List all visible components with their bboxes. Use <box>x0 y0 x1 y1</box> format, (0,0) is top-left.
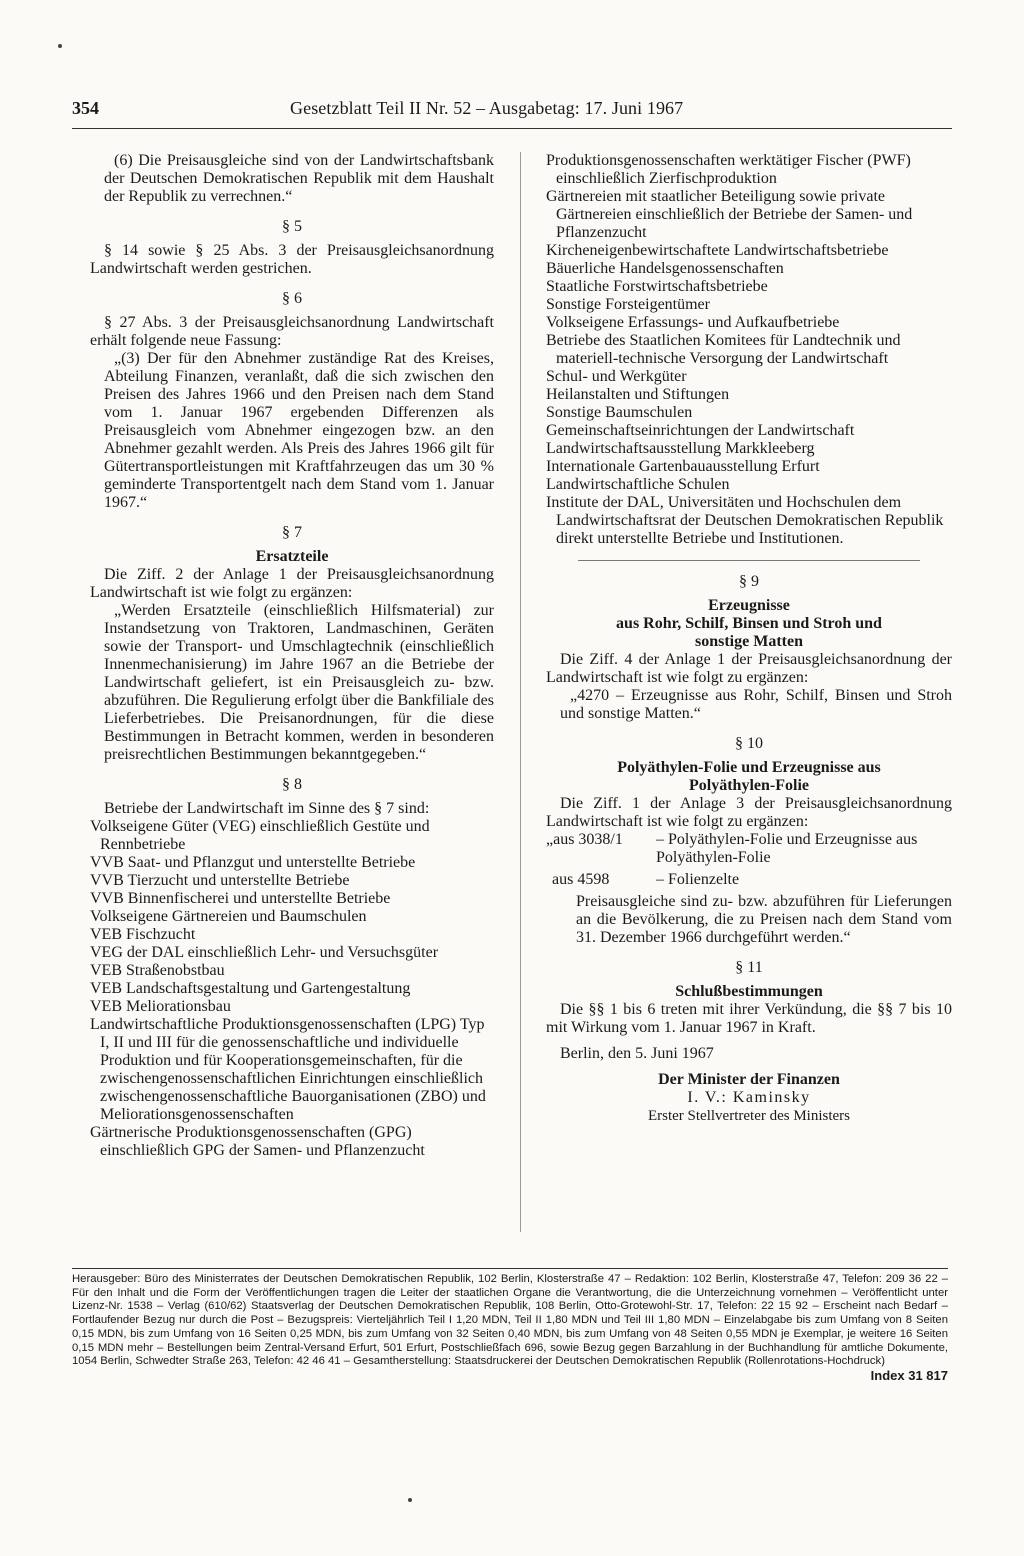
right-column <box>546 152 952 1125</box>
spacer <box>546 1037 952 1045</box>
section-6-quote: „(3) Der für den Abnehmer zuständige Rat des Kreises, Abteilung Finanzen, veranlaßt, daß die sich zwischen den Preisen des Jahres 1966 und den Preisen nach dem Stand vom 1. Januar 1967 ergebenden Differenzen als Preisausgleich vom Abnehmer eingezogen bzw. an den Abnehmer gezahlt werden. Als Preis des Jahres 1966 gilt für Gütertransportleistungen mit Kraftfahrzeugen das um 30 % geminderte Transportentgelt nach dem Stand vom 1. Januar 1967.“ <box>104 350 494 511</box>
section-6-number: § 6 <box>282 290 302 307</box>
signatory-role: Erster Stellvertreter des Ministers <box>647 1108 851 1124</box>
paragraph-6-quote: (6) Die Preisausgleiche sind von der Landwirtschaftsbank der Deutschen Demokratischen Republik mit dem Haushalt der Republik zu verrechnen.“ <box>104 152 494 205</box>
section-9-title-line-1: Erzeugnisse <box>708 597 790 614</box>
section-10-title-line-2: Polyäthylen-Folie <box>689 777 809 794</box>
list-item: Gärtnereien mit staatlicher Beteiligung sowie private Gärtnereien einschließlich der Betriebe der Samen- und Pflanzenzucht <box>546 188 913 241</box>
list-item: Landwirtschaftsausstellung Markkleeberg <box>546 440 815 457</box>
page-header <box>72 98 952 129</box>
signatory-title: Der Minister der Finanzen <box>658 1071 840 1088</box>
section-8-number: § 8 <box>282 776 302 793</box>
section-7-text: Die Ziff. 2 der Anlage 1 der Preisausgleichsanordnung Landwirtschaft ist wie folgt zu ergänzen: <box>90 566 494 601</box>
print-speck <box>58 44 62 48</box>
left-column <box>90 152 494 1160</box>
list-item: Heilanstalten und Stiftungen <box>546 386 730 403</box>
entry-value: – Folienzelte <box>656 871 740 888</box>
section-9-number: § 9 <box>739 573 759 590</box>
list-item: Internationale Gartenbauausstellung Erfurt <box>546 458 820 475</box>
signatory-name: I. V.: Kaminsky <box>687 1089 811 1106</box>
entry-key: aus 4598 <box>552 871 610 888</box>
imprint-text: Herausgeber: Büro des Ministerrates der Deutschen Demokratischen Republik, 102 Berlin, Klosterstraße 47 – Redaktion: 102 Berlin, Klosterstraße 47, Telefon: 209 36 22 – Für den Inhalt und die Form der Veröffentlichungen tragen die Leiter der staatlichen Organe die Verantwortung, die die Unterzeichnung vornehmen – Veröffentlicht unter Lizenz-Nr. 1538 – Verlag (610/62) Staatsverlag der Deutschen Demokratischen Republik, 108 Berlin, Otto-Grotewohl-Str. 17, Telefon: 22 15 92 – Erscheint nach Bedarf – Fortlaufender Bezug nur durch die Post – Bezugspreis: Vierteljährlich Teil I 1,20 MDN, Teil II 1,80 MDN und Teil III 1,80 MDN – Einzelabgabe bis zum Umfang von 8 Seiten 0,15 MDN, bis zum Umfang von 16 Seiten 0,25 MDN, bis zum Umfang von 32 Seiten 0,40 MDN, bis zum Umfang von 48 Seiten 0,55 MDN je Exemplar, je weitere 16 Seiten 0,15 MDN mehr – Bestellungen beim Zentral-Versand Erfurt, 501 Erfurt, Postschließfach 696, sowie Bezug gegen Barzahlung in der Buchhandlung für amtliche Dokumente, 1054 Berlin, Schwedter Straße 263, Telefon: 42 46 41 – Gesamtherstellung: Staatsdruckerei der Deutschen Demokratischen Republik (Rollenrotations-Hochdruck) <box>72 1273 948 1368</box>
list-item: Sonstige Forsteigentümer <box>546 296 710 313</box>
section-8-intro: Betriebe der Landwirtschaft im Sinne des § 7 sind: <box>104 800 430 817</box>
section-7-number: § 7 <box>282 524 302 541</box>
section-separator <box>578 560 920 561</box>
list-item: VVB Tierzucht und unterstellte Betriebe <box>90 872 350 889</box>
imprint-footer <box>72 1268 948 1383</box>
list-item: Kircheneigenbewirtschaftete Landwirtschaftsbetriebe <box>546 242 889 259</box>
print-speck <box>408 1498 412 1502</box>
list-item: Bäuerliche Handelsgenossenschaften <box>546 260 784 277</box>
list-item: VEB Fischzucht <box>90 926 196 943</box>
section-5-number: § 5 <box>282 218 302 235</box>
running-head: Gesetzblatt Teil II Nr. 52 – Ausgabetag: 17. Juni 1967 <box>290 98 684 118</box>
list-item: Gärtnerische Produktionsgenossenschaften (GPG) einschließlich GPG der Samen- und Pflanzenzucht <box>90 1124 425 1159</box>
list-item: VEG der DAL einschließlich Lehr- und Versuchsgüter <box>90 944 439 961</box>
list-item: Volkseigene Gärtnereien und Baumschulen <box>90 908 367 925</box>
spacer <box>546 1063 952 1071</box>
list-item: Produktionsgenossenschaften werktätiger Fischer (PWF) einschließlich Zierfischproduktion <box>546 152 911 187</box>
section-7-title: Ersatzteile <box>255 548 329 565</box>
list-item: Betriebe des Staatlichen Komitees für Landtechnik und materiell-technische Versorgung der Landwirtschaft <box>546 332 901 367</box>
column-divider <box>520 152 521 1232</box>
list-item: VEB Straßenobstbau <box>90 962 225 979</box>
section-7-quote: „Werden Ersatzteile (einschließlich Hilfsmaterial) zur Instandsetzung von Traktoren, Landmaschinen, Geräten sowie der Transport- und Umschlagtechnik (einschließlich Innenmechanisierung) im Jahre 1967 an die Betriebe der Landwirtschaft geliefert, ist ein Preisausgleich zu- bzw. abzuführen. Die Regulierung erfolgt über die Bankfiliale des Lieferbetriebes. Die Preisanordnungen, für die diese Bestimmungen in Betracht kommen, werden in besonderen preisrechtlichen Bestimmungen bekanntgegeben.“ <box>104 602 494 763</box>
section-11-title: Schlußbestimmungen <box>675 983 823 1000</box>
section-11-text: Die §§ 1 bis 6 treten mit ihrer Verkündung, die §§ 7 bis 10 mit Wirkung vom 1. Januar 1967 in Kraft. <box>546 1001 952 1036</box>
section-10-title-line-1: Polyäthylen-Folie und Erzeugnisse aus <box>617 759 881 776</box>
list-item: Institute der DAL, Universitäten und Hochschulen dem Landwirtschaftsrat der Deutschen Demokratischen Republik direkt unterstellte Betriebe und Institutionen. <box>546 494 944 547</box>
section-9-title-line-3: sonstige Matten <box>695 633 803 650</box>
list-item: VEB Meliorationsbau <box>90 998 231 1015</box>
section-10-note: Preisausgleiche sind zu- bzw. abzuführen für Lieferungen an die Bevölkerung, die zu Preisen nach dem Stand vom 31. Dezember 1966 durchgeführt werden.“ <box>576 893 952 946</box>
list-item: VEB Landschaftsgestaltung und Gartengestaltung <box>90 980 411 997</box>
list-item: Landwirtschaftliche Produktionsgenossenschaften (LPG) Typ I, II und III für die genossenschaftliche und individuelle Produktion und für Kooperationsgemeinschaften, für die zwischengenossenschaftlichen Einrichtungen einschließlich zwischengenossenschaftliche Bauorganisationen (ZBO) und Meliorationsgenossenschaften <box>90 1016 486 1123</box>
section-6-text: § 27 Abs. 3 der Preisausgleichsanordnung Landwirtschaft erhält folgende neue Fassung: <box>90 314 494 349</box>
list-item: VVB Binnenfischerei und unterstellte Betriebe <box>90 890 391 907</box>
section-9-text: Die Ziff. 4 der Anlage 1 der Preisausgleichsanordnung der Landwirtschaft ist wie folgt zu ergänzen: <box>546 651 952 686</box>
section-8-list-continued <box>546 152 952 548</box>
list-item: Volkseigene Güter (VEG) einschließlich Gestüte und Rennbetriebe <box>90 818 430 853</box>
index-number: Index 31 817 <box>870 1367 948 1383</box>
section-10-number: § 10 <box>735 735 763 752</box>
list-item: Schul- und Werkgüter <box>546 368 687 385</box>
page-number: 354 <box>72 98 99 118</box>
section-9-quote: „4270 – Erzeugnisse aus Rohr, Schilf, Binsen und Stroh und sonstige Matten.“ <box>560 687 952 722</box>
place-date: Berlin, den 5. Juni 1967 <box>560 1045 714 1062</box>
list-item: Volkseigene Erfassungs- und Aufkaufbetriebe <box>546 314 840 331</box>
list-item: Sonstige Baumschulen <box>546 404 693 421</box>
list-item: Gemeinschaftseinrichtungen der Landwirtschaft <box>546 422 855 439</box>
section-10-entry-2 <box>546 871 952 889</box>
section-10-entry-1 <box>546 831 952 867</box>
entry-value: – Polyäthylen-Folie und Erzeugnisse aus Polyäthylen-Folie <box>656 831 918 866</box>
section-11-number: § 11 <box>735 959 763 976</box>
section-10-text: Die Ziff. 1 der Anlage 3 der Preisausgleichsanordnung Landwirtschaft ist wie folgt zu ergänzen: <box>546 795 952 830</box>
list-item: Staatliche Forstwirtschaftsbetriebe <box>546 278 768 295</box>
entry-key: „aus 3038/1 <box>546 831 623 848</box>
list-item: VVB Saat- und Pflanzgut und unterstellte Betriebe <box>90 854 416 871</box>
section-5-text: § 14 sowie § 25 Abs. 3 der Preisausgleichsanordnung Landwirtschaft werden gestrichen. <box>90 242 494 277</box>
list-item: Landwirtschaftliche Schulen <box>546 476 730 493</box>
section-8-list <box>90 818 494 1160</box>
section-9-title-line-2: aus Rohr, Schilf, Binsen und Stroh und <box>616 615 882 632</box>
